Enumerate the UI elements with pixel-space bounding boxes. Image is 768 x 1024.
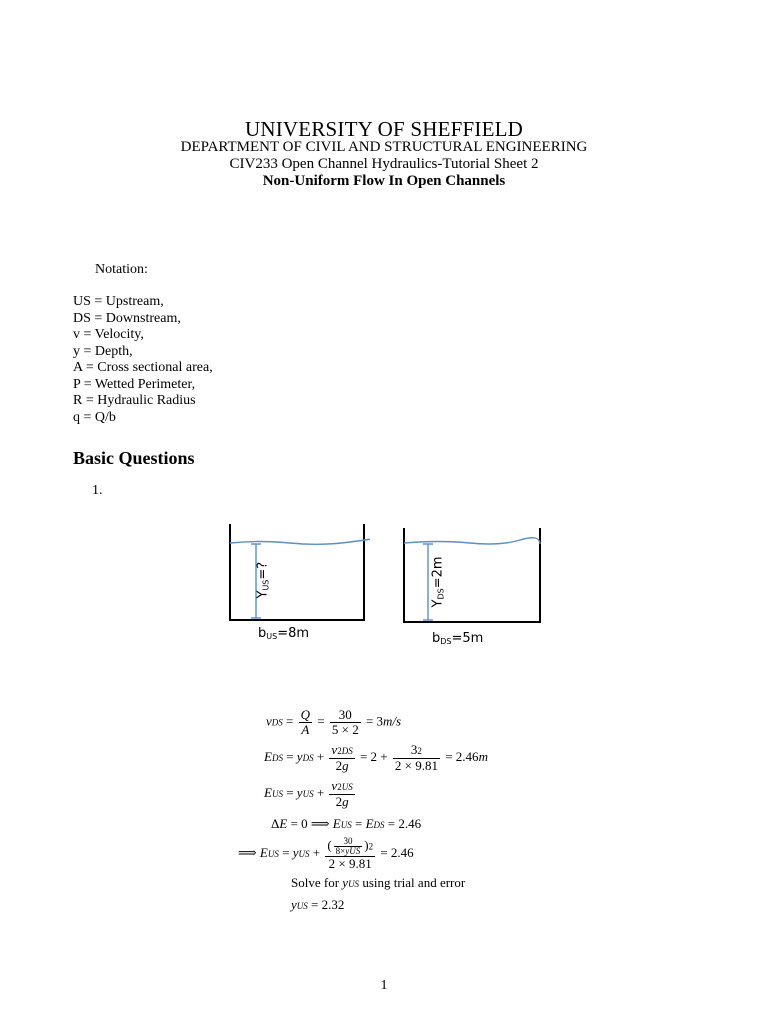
notation-heading: Notation:: [95, 262, 148, 277]
upstream-depth-label: $Y_{US}=$?: [255, 561, 271, 599]
department-title: DEPARTMENT OF CIVIL AND STRUCTURAL ENGINEERING: [180, 139, 588, 155]
section-heading: Basic Questions: [73, 448, 195, 468]
downstream-channel: [404, 528, 540, 622]
upstream-channel: [230, 524, 370, 620]
notation-item: v = Velocity,: [73, 327, 144, 342]
notation-list: [73, 294, 213, 426]
page-number: 1: [380, 978, 388, 993]
upstream-width-label: $b_{US}=8m$: [258, 626, 310, 641]
notation-item: A = Cross sectional area,: [73, 360, 213, 375]
equation-eus-substituted: ⟹ EUS = yUS + ( $\frac{30}{\text{8×yUS}}$ )2 2 × 9.81 = 2.46: [238, 836, 414, 871]
sheet-topic: Non-Uniform Flow In Open Channels: [262, 173, 506, 189]
university-title: UNIVERSITY OF SHEFFIELD: [245, 117, 523, 141]
notation-item: q = Q/b: [73, 409, 116, 425]
downstream-depth-label: $Y_{DS}=2m$: [430, 556, 446, 608]
result-yus: yUS = 2.32: [291, 897, 345, 912]
equation-vds: vDS = $\frac{Q}{A}$ = $\frac{30}{5 \times 2}$ = 3m/s: [266, 707, 402, 737]
notation-item: P = Wetted Perimeter,: [73, 376, 196, 392]
notation-item: R = Hydraulic Radius: [73, 393, 196, 408]
course-title: CIV233 Open Channel Hydraulics-Tutorial Sheet 2: [229, 156, 539, 172]
equation-delta-e: ΔE = 0 ⟹ EUS = EDS = 2.46: [271, 816, 422, 831]
downstream-width-label: $b_{DS}=5m$: [432, 631, 484, 646]
notation-item: US = Upstream,: [73, 294, 164, 309]
equation-eds: EDS = yDS + $\frac{v2DS}{2g}$ = 2 + $\frac{32}{2 \times 9.81}$ = 2.46m: [264, 742, 488, 773]
trial-and-error-text: Solve for yUS using trial and error: [291, 875, 466, 890]
channel-figure: [220, 518, 550, 648]
notation-item: DS = Downstream,: [73, 310, 181, 326]
notation-item: y = Depth,: [73, 343, 133, 359]
equation-eus: EUS = yUS + $\frac{v2US}{2g}$: [264, 778, 353, 809]
question-number: 1.: [92, 483, 103, 498]
